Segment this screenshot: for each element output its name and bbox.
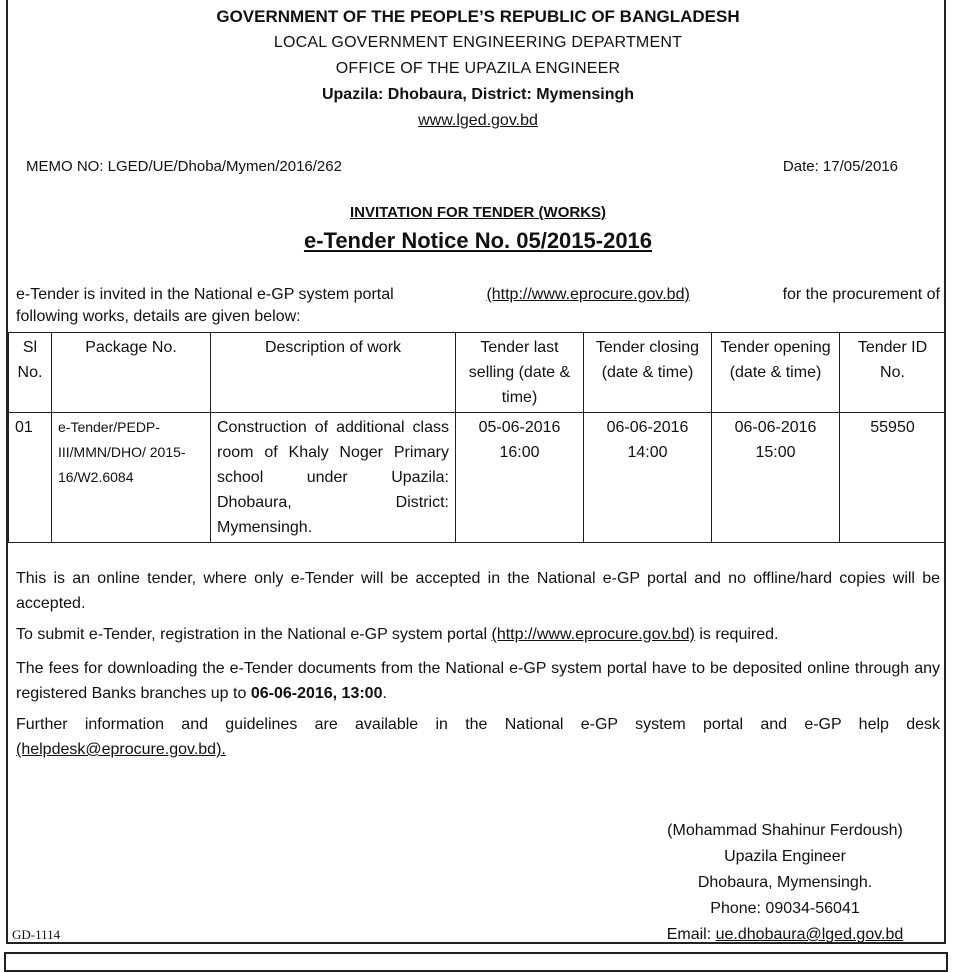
last-selling-date: 05-06-2016 <box>478 419 561 436</box>
signature-block <box>620 818 950 948</box>
header-last-selling: Tender last selling (date & time) <box>456 333 584 413</box>
intro-line-2: following works, details are given below: <box>16 308 301 325</box>
fees-paragraph <box>16 656 940 706</box>
government-title: GOVERNMENT OF THE PEOPLE’S REPUBLIC OF BANGLADESH <box>216 7 740 26</box>
header-package: Package No. <box>52 333 211 413</box>
header-sl: Sl No. <box>9 333 52 413</box>
header-opening: Tender opening (date & time) <box>712 333 840 413</box>
online-only-paragraph: This is an online tender, where only e-Tender will be accepted in the National e-GP portal and no offline/hard copies will be accepted. <box>16 570 940 612</box>
row-tender-id: 55950 <box>840 413 946 543</box>
office-location: Upazila: Dhobaura, District: Mymensingh <box>321 86 635 103</box>
eprocure-link[interactable]: (http://www.eprocure.gov.bd) <box>486 286 690 303</box>
table-header-row <box>9 333 946 413</box>
memo-date: Date: 17/05/2016 <box>782 158 898 175</box>
fees-deadline: 06-06-2016, 13:00 <box>250 685 383 702</box>
notice-title: e-Tender Notice No. 05/2015-2016 <box>303 228 653 253</box>
department-name: LOCAL GOVERNMENT ENGINEERING DEPARTMENT <box>273 34 683 51</box>
further-info-text: Further information and guidelines are available in the National e-GP system portal and e-GP help desk <box>16 716 940 733</box>
row-sl: 01 <box>9 413 52 543</box>
table-row <box>9 413 946 543</box>
footer-code: GD-1114 <box>12 927 61 942</box>
signatory-designation: Upazila Engineer <box>724 848 846 865</box>
registration-paragraph <box>16 622 940 647</box>
bottom-border-strip <box>4 952 948 972</box>
registration-text: To submit e-Tender, registration in the National e-GP system portal <box>16 626 488 643</box>
header-closing: Tender closing (date & time) <box>584 333 712 413</box>
fees-text: The fees for downloading the e-Tender documents from the National e-GP system portal have to be deposited online through any registered Banks branches up to <box>16 660 940 702</box>
website-link[interactable]: www.lged.gov.bd <box>418 112 538 129</box>
invitation-title: INVITATION FOR TENDER (WORKS) <box>349 204 607 221</box>
signatory-place: Dhobaura, Mymensingh. <box>697 874 873 891</box>
signatory-name: (Mohammad Shahinur Ferdoush) <box>667 822 903 839</box>
registration-text-end: is required. <box>699 626 779 643</box>
last-selling-time: 16:00 <box>499 444 540 461</box>
helpdesk-email-link[interactable]: (helpdesk@eprocure.gov.bd). <box>16 741 226 758</box>
header-description: Description of work <box>211 333 456 413</box>
office-name: OFFICE OF THE UPAZILA ENGINEER <box>335 60 621 77</box>
registration-link[interactable]: (http://www.eprocure.gov.bd) <box>491 626 695 643</box>
intro-paragraph <box>16 284 940 328</box>
memo-number: MEMO NO: LGED/UE/Dhoba/Mymen/2016/262 <box>26 158 342 175</box>
email-label: Email: <box>666 926 712 943</box>
signatory-email-link[interactable]: ue.dhobaura@lged.gov.bd <box>715 926 904 943</box>
row-package: e-Tender/PEDP-III/MMN/DHO/ 2015-16/W2.6084 <box>52 413 211 543</box>
closing-date: 06-06-2016 <box>606 419 689 436</box>
fees-period: . <box>382 685 387 702</box>
header-tender-id: Tender ID No. <box>840 333 946 413</box>
opening-date: 06-06-2016 <box>734 419 817 436</box>
closing-time: 14:00 <box>627 444 668 461</box>
letterhead <box>0 4 956 134</box>
intro-text-start: e-Tender is invited in the National e-GP system portal <box>16 286 394 303</box>
signatory-phone: Phone: 09034-56041 <box>710 900 860 917</box>
intro-text-end: for the procurement of <box>782 286 940 303</box>
tender-table <box>8 332 946 543</box>
row-opening <box>712 413 840 543</box>
memo-row <box>26 158 898 175</box>
row-closing <box>584 413 712 543</box>
further-info-paragraph <box>16 712 940 762</box>
row-last-selling <box>456 413 584 543</box>
row-description: Construction of additional class room of Khaly Noger Primary school under Upazila: Dhobaura, District: Mymensingh. <box>211 413 456 543</box>
opening-time: 15:00 <box>755 444 796 461</box>
signatory-email-line <box>620 922 950 948</box>
